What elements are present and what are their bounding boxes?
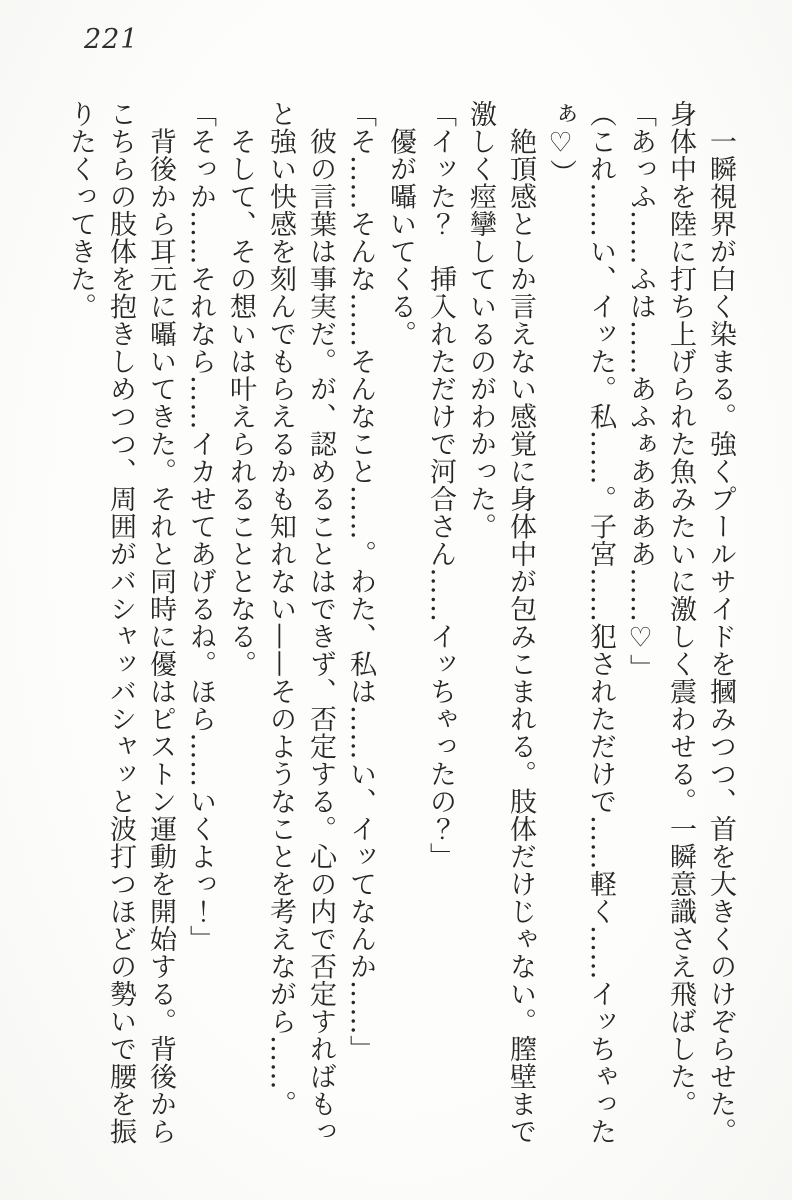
- text-line: と強い快感を刻んでもらえるかも知れない——そのようなことを考えながら……。: [265, 100, 296, 1118]
- text-line: 背後から耳元に囁いてきた。それと同時に優はピストン運動を開始する。背後から: [145, 100, 176, 1145]
- vertical-text-block: [60, 100, 740, 1148]
- text-line: 絶頂感としか言えない感覚に身体中が包みこまれる。肢体だけじゃない。膣壁まで: [505, 100, 536, 1145]
- text-line: りたくってきた。: [65, 100, 96, 320]
- text-line: そして、その想いは叶えられることとなる。: [225, 100, 256, 678]
- text-line: 「あっふ……ふは……あふぁああああ……♡」: [625, 100, 656, 682]
- page-number: 221: [84, 24, 139, 55]
- text-line: 彼の言葉は事実だ。が、認めることはできず、否定する。心の内で否定すればもっ: [305, 100, 336, 1145]
- text-line: 優が囁いてくる。: [385, 100, 416, 348]
- text-line: 「イッた？ 挿入れただけで河合さん……イッちゃったの？」: [425, 100, 456, 870]
- text-line: 一瞬視界が白く染まる。強くプールサイドを摑みつつ、首を大きくのけぞらせた。: [705, 100, 736, 1145]
- text-line: （これ……い、イッた。私……。子宮……犯されただけで……軽く……イッちゃった: [585, 100, 616, 1145]
- text-line: 激しく痙攣しているのがわかった。: [465, 100, 496, 540]
- text-line: 身体中を陸に打ち上げられた魚みたいに激しく震わせる。一瞬意識さえ飛ばした。: [665, 100, 696, 1118]
- text-line: 「そ……そんな……そんなこと……。わた、私は……い、イッてなんか……」: [345, 100, 376, 1063]
- text-line: ぁ♡）: [545, 100, 576, 187]
- text-line: こちらの肢体を抱きしめつつ、周囲がバシャッバシャッと波打つほどの勢いで腰を振: [105, 100, 136, 1145]
- text-line: 「そっか……それなら……イカせてあげるね。ほら……いくよっ！」: [185, 100, 216, 953]
